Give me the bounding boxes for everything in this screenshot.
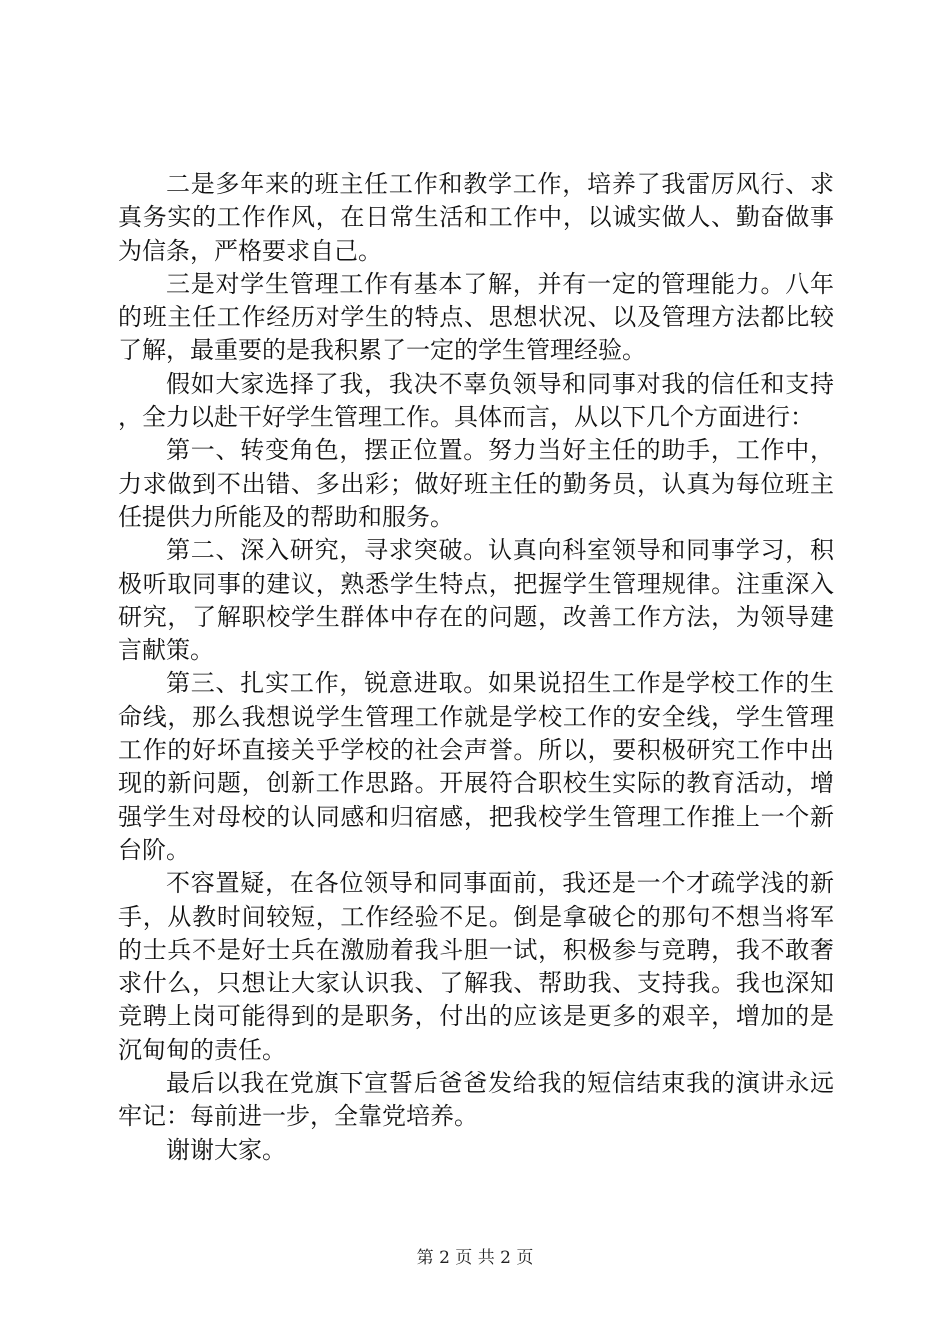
document-body: [118, 168, 834, 1167]
paragraph-8: 最后以我在党旗下宣誓后爸爸发给我的短信结束我的演讲永远牢记：每前进一步，全靠党培养。: [118, 1069, 834, 1131]
paragraph-6: 第三、扎实工作，锐意进取。如果说招生工作是学校工作的生命线，那么我想说学生管理工作就是学校工作的安全线，学生管理工作的好坏直接关乎学校的社会声誉。所以，要积极研究工作中出现的新问题，创新工作思路。开展符合职校生实际的教育活动，增强学生对母校的认同感和归宿感，把我校学生管理工作推上一个新台阶。: [118, 669, 834, 864]
paragraph-2: 三是对学生管理工作有基本了解，并有一定的管理能力。八年的班主任工作经历对学生的特点、思想状况、以及管理方法都比较了解，最重要的是我积累了一定的学生管理经验。: [118, 269, 834, 365]
paragraph-9: 谢谢大家。: [166, 1135, 286, 1164]
paragraph-1: 二是多年来的班主任工作和教学工作，培养了我雷厉风行、求真务实的工作作风，在日常生活和工作中，以诚实做人、勤奋做事为信条，严格要求自己。: [118, 170, 834, 265]
paragraph-4: 第一、转变角色，摆正位置。努力当好主任的助手，工作中，力求做到不出错、多出彩；做好班主任的勤务员，认真为每位班主任提供力所能及的帮助和服务。: [118, 436, 834, 531]
paragraph-3: 假如大家选择了我，我决不辜负领导和同事对我的信任和支持，全力以赴干好学生管理工作。具体而言，从以下几个方面进行：: [118, 369, 834, 432]
paragraph-7: 不容置疑，在各位领导和同事面前，我还是一个才疏学浅的新手，从教时间较短，工作经验不足。倒是拿破仑的那句不想当将军的士兵不是好士兵在激励着我斗胆一试，积极参与竞聘，我不敢奢求什么，只想让大家认识我、了解我、帮助我、支持我。我也深知竞聘上岗可能得到的是职务，付出的应该是更多的艰辛，增加的是沉甸甸的责任。: [118, 869, 834, 1064]
paragraph-5: 第二、深入研究，寻求突破。认真向科室领导和同事学习，积极听取同事的建议，熟悉学生特点，把握学生管理规律。注重深入研究，了解职校学生群体中存在的问题，改善工作方法，为领导建言献策。: [118, 536, 834, 665]
page-number-footer: 第 2 页 共 2 页: [416, 1248, 534, 1268]
